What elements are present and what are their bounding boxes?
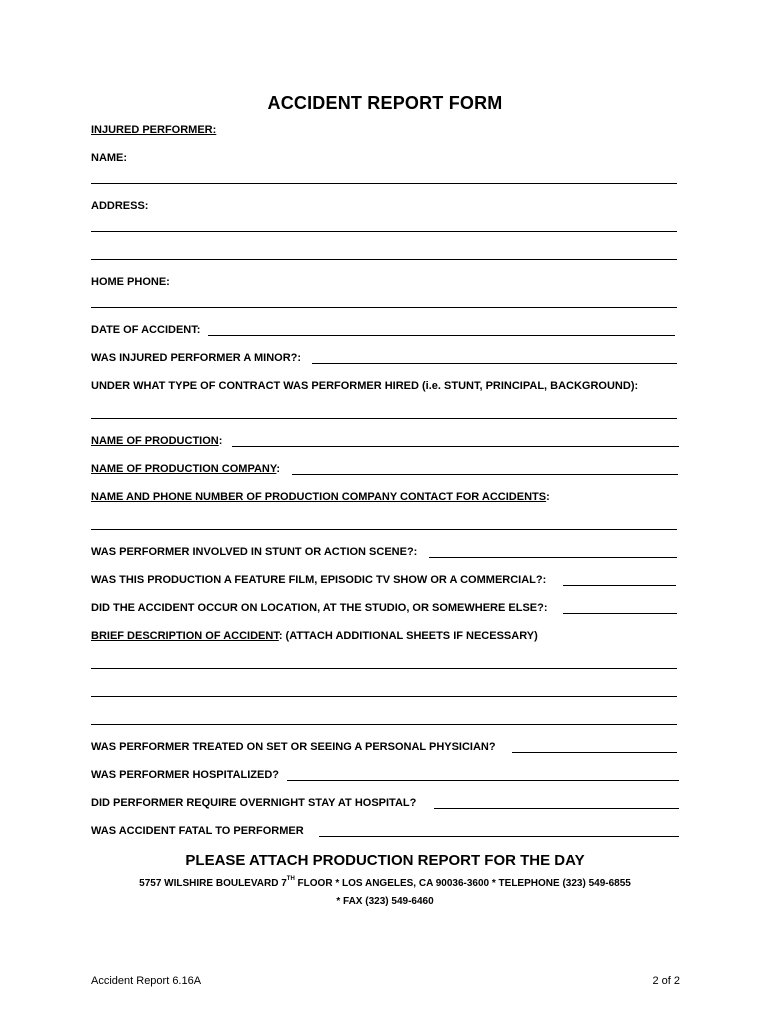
contract-label: UNDER WHAT TYPE OF CONTRACT WAS PERFORMER HIRED (i.e. STUNT, PRINCIPAL, BACKGROUND):	[91, 380, 639, 392]
description-label: BRIEF DESCRIPTION OF ACCIDENT	[91, 630, 279, 642]
production-type-label: WAS THIS PRODUCTION A FEATURE FILM, EPISODIC TV SHOW OR A COMMERCIAL?:	[91, 574, 547, 586]
overnight-field[interactable]	[434, 808, 679, 809]
attach-report-note: PLEASE ATTACH PRODUCTION REPORT FOR THE DAY	[185, 852, 585, 869]
description-note: : (ATTACH ADDITIONAL SHEETS IF NECESSARY)	[278, 630, 538, 642]
stunt-label: WAS PERFORMER INVOLVED IN STUNT OR ACTION SCENE?:	[91, 546, 418, 558]
production-company-label-wrap	[91, 463, 280, 475]
contract-field[interactable]	[91, 418, 677, 419]
minor-label: WAS INJURED PERFORMER A MINOR?:	[91, 352, 302, 364]
fax-line: * FAX (323) 549-6460	[336, 896, 434, 907]
production-field[interactable]	[232, 446, 679, 447]
contact-label: NAME AND PHONE NUMBER OF PRODUCTION COMPANY CONTACT FOR ACCIDENTS	[91, 491, 547, 503]
description-field-3[interactable]	[91, 724, 677, 725]
name-field[interactable]	[91, 183, 677, 184]
address-field-2[interactable]	[91, 259, 677, 260]
production-label: NAME OF PRODUCTION	[91, 435, 219, 447]
section-injured-performer: INJURED PERFORMER:	[91, 124, 217, 136]
overnight-label: DID PERFORMER REQUIRE OVERNIGHT STAY AT HOSPITAL?	[91, 797, 417, 809]
address-sup: TH	[286, 876, 295, 882]
fatal-label: WAS ACCIDENT FATAL TO PERFORMER	[91, 825, 304, 837]
hospitalized-field[interactable]	[287, 780, 679, 781]
page-number: 2 of 2	[652, 975, 680, 987]
production-type-field[interactable]	[563, 585, 676, 586]
address-field-1[interactable]	[91, 231, 677, 232]
treated-field[interactable]	[512, 752, 677, 753]
production-company-field[interactable]	[292, 474, 678, 475]
form-title: ACCIDENT REPORT FORM	[267, 93, 503, 113]
fatal-field[interactable]	[319, 836, 679, 837]
date-of-accident-label: DATE OF ACCIDENT:	[91, 324, 201, 336]
production-colon: :	[218, 435, 223, 447]
home-phone-label: HOME PHONE:	[91, 276, 170, 288]
home-phone-field[interactable]	[91, 307, 677, 308]
hospitalized-label: WAS PERFORMER HOSPITALIZED?	[91, 769, 280, 781]
stunt-field[interactable]	[429, 557, 677, 558]
document-id: Accident Report 6.16A	[91, 975, 202, 987]
description-label-wrap	[91, 630, 538, 642]
description-field-1[interactable]	[91, 668, 677, 669]
minor-field[interactable]	[312, 363, 677, 364]
contact-label-wrap	[91, 491, 550, 503]
production-company-label: NAME OF PRODUCTION COMPANY	[91, 463, 277, 475]
address-label: ADDRESS:	[91, 200, 149, 212]
location-label: DID THE ACCIDENT OCCUR ON LOCATION, AT THE STUDIO, OR SOMEWHERE ELSE?:	[91, 602, 548, 614]
name-label: NAME:	[91, 152, 128, 164]
location-field[interactable]	[563, 613, 677, 614]
production-company-colon: :	[276, 463, 281, 475]
address-post: FLOOR * LOS ANGELES, CA 90036-3600 * TELEPHONE (323) 549-6855	[294, 878, 631, 889]
contact-field[interactable]	[91, 529, 677, 530]
address-line	[0, 878, 770, 889]
production-label-wrap	[91, 435, 222, 447]
contact-colon: :	[546, 491, 550, 503]
address-pre: 5757 WILSHIRE BOULEVARD 7	[139, 878, 287, 889]
description-field-2[interactable]	[91, 696, 677, 697]
treated-label: WAS PERFORMER TREATED ON SET OR SEEING A PERSONAL PHYSICIAN?	[91, 741, 496, 753]
date-of-accident-field[interactable]	[208, 335, 675, 336]
